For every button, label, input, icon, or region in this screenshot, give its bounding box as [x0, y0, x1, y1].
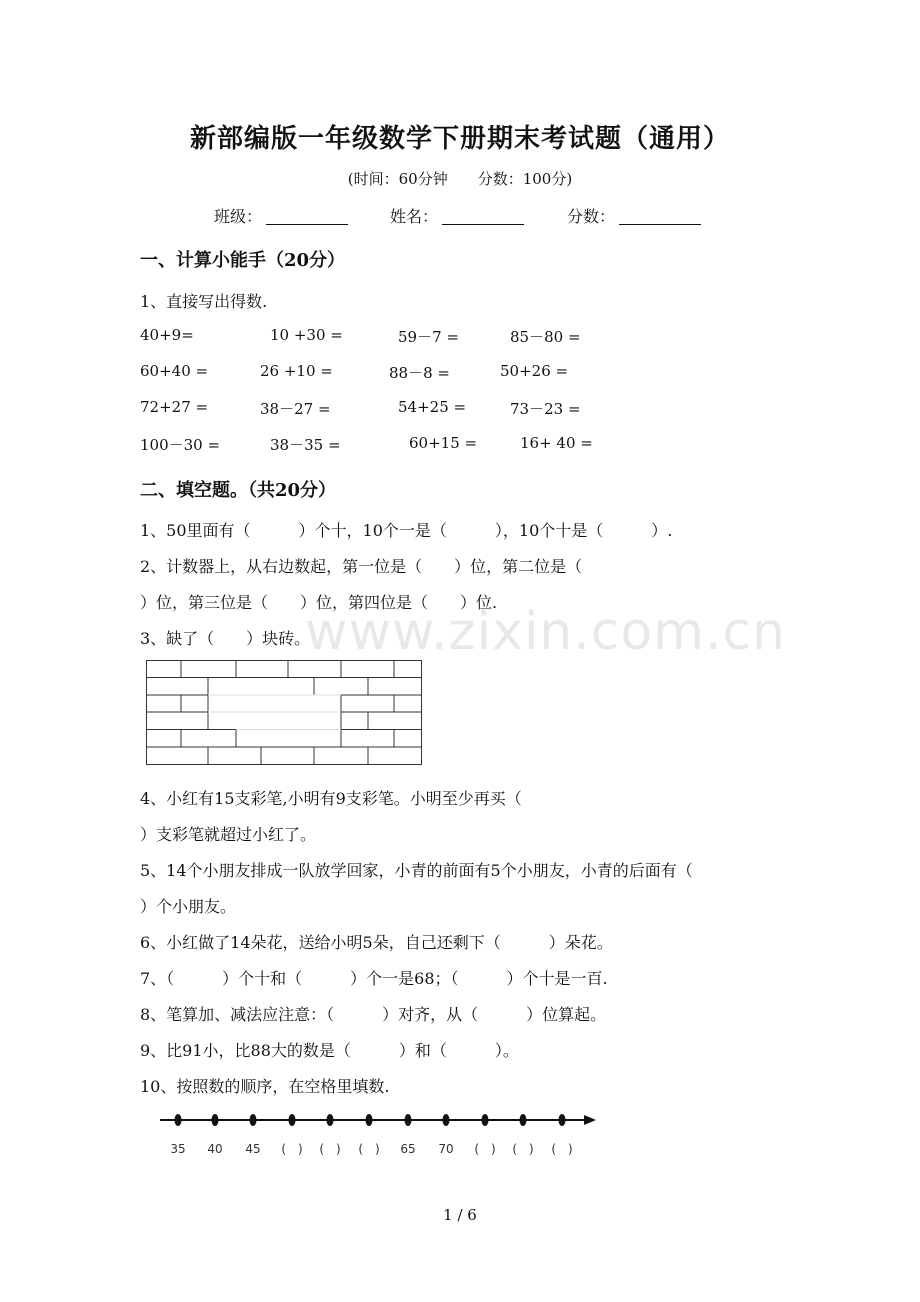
- equation: 54+25 =: [398, 398, 467, 416]
- equation: 10 +30 =: [270, 326, 343, 344]
- number-line-label: 45: [245, 1142, 261, 1156]
- number-line-label: ( ): [358, 1142, 380, 1156]
- number-line-point: [482, 1114, 489, 1126]
- fill-question-line: 6、小红做了14朵花，送给小明5朵，自己还剩下（ ）朵花。: [140, 933, 613, 952]
- equation: 40+9=: [140, 326, 194, 344]
- fill-question-line: 7、（ ）个十和（ ）个一是68；（ ）个十是一百.: [140, 969, 608, 988]
- score-field: [567, 204, 701, 227]
- equation: 50+26 =: [500, 362, 569, 380]
- fill-question-line: 8、笔算加、减法应注意：（ ）对齐，从（ ）位算起。: [140, 1005, 607, 1024]
- number-line-label: ( ): [281, 1142, 303, 1156]
- name-label: 姓名：: [390, 207, 439, 226]
- number-line-point: [289, 1114, 296, 1126]
- number-line-label: 70: [438, 1142, 454, 1156]
- section2-heading: 二、填空题。（共20分）: [140, 480, 337, 501]
- number-line-point: [559, 1114, 566, 1126]
- fill-question-line: ）支彩笔就超过小红了。: [140, 825, 317, 844]
- exam-time-score: (时间：60分钟 分数：100分): [347, 170, 573, 188]
- number-line-label: ( ): [474, 1142, 496, 1156]
- number-line-point: [327, 1114, 334, 1126]
- fill-question-line: 2、计数器上，从右边数起，第一位是（ ）位，第二位是（: [140, 557, 583, 576]
- name-blank[interactable]: [442, 206, 524, 225]
- number-line-label: 65: [400, 1142, 416, 1156]
- number-line-point: [250, 1114, 257, 1126]
- fill-question-line: ）位，第三位是（ ）位，第四位是（ ）位.: [140, 593, 498, 612]
- equation: 38－27 =: [260, 400, 331, 418]
- q1-instruction: 1、直接写出得数.: [140, 292, 268, 311]
- equation: 38－35 =: [270, 436, 341, 454]
- score-blank[interactable]: [619, 206, 701, 225]
- number-line-label: 40: [207, 1142, 223, 1156]
- equation: 26 +10 =: [260, 362, 333, 380]
- equation: 85－80 =: [510, 328, 581, 346]
- page-title: 新部编版一年级数学下册期末考试题（通用）: [189, 124, 730, 154]
- number-line-label: ( ): [551, 1142, 573, 1156]
- fill-question-line: 10、按照数的顺序，在空格里填数.: [140, 1077, 390, 1096]
- class-label: 班级：: [214, 207, 263, 226]
- equation: 16+ 40 =: [520, 434, 593, 452]
- number-line-label: ( ): [319, 1142, 341, 1156]
- name-field: [390, 204, 524, 227]
- number-line-point: [212, 1114, 219, 1126]
- number-line-label: ( ): [512, 1142, 534, 1156]
- arrow-right-icon: [584, 1115, 596, 1125]
- fill-question-line: 9、比91小，比88大的数是（ ）和（ ）。: [140, 1041, 519, 1060]
- page-number: 1 / 6: [443, 1206, 477, 1224]
- section1-heading: 一、计算小能手（20分）: [140, 250, 346, 271]
- fill-question-line: 1、50里面有（ ）个十，10个一是（ ），10个十是（ ）.: [140, 521, 673, 540]
- equation: 60+15 =: [409, 434, 478, 452]
- equation: 73－23 =: [510, 400, 581, 418]
- number-line-point: [405, 1114, 412, 1126]
- fill-question-line: ）个小朋友。: [140, 897, 237, 916]
- number-line: [156, 1100, 600, 1162]
- number-line-point: [520, 1114, 527, 1126]
- number-line-point: [443, 1114, 450, 1126]
- fill-question-line: 5、14个小朋友排成一队放学回家，小青的前面有5个小朋友，小青的后面有（: [140, 861, 693, 880]
- equation: 88－8 =: [389, 364, 450, 382]
- brick-wall-figure: [146, 660, 422, 766]
- equation: 59－7 =: [398, 328, 459, 346]
- fill-question-line: 4、小红有15支彩笔,小明有9支彩笔。小明至少再买（: [140, 789, 522, 808]
- equation: 100－30 =: [140, 436, 221, 454]
- equation: 72+27 =: [140, 398, 209, 416]
- number-line-point: [175, 1114, 182, 1126]
- class-blank[interactable]: [266, 206, 348, 225]
- number-line-point: [366, 1114, 373, 1126]
- equation: 60+40 =: [140, 362, 209, 380]
- score-label: 分数：: [567, 207, 616, 226]
- fill-question-line: 3、缺了（ ）块砖。: [140, 629, 311, 648]
- class-field: [214, 204, 348, 227]
- number-line-label: 35: [170, 1142, 186, 1156]
- watermark: www.zixin.com.cn: [305, 602, 786, 662]
